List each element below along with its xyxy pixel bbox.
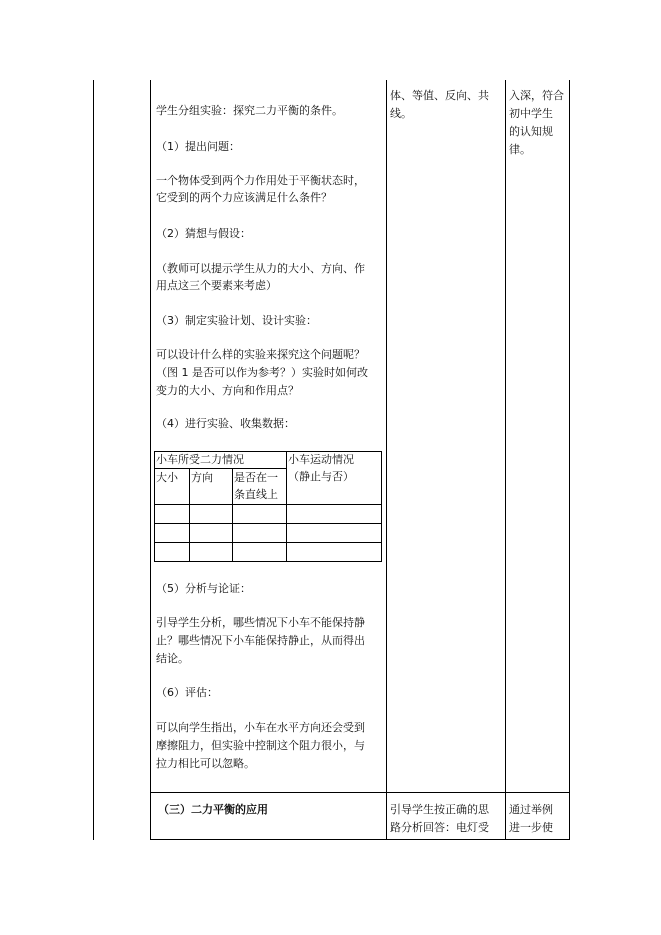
header-motion-line1: 小车运动情况 xyxy=(288,453,354,466)
step4-title: （4）进行实验、收集数据： xyxy=(156,417,295,430)
step5-text-line1: 引导学生分析，哪些情况下小车不能保持静 xyxy=(156,616,365,629)
col3-top-line1: 体、等值、反向、共 xyxy=(390,89,489,102)
inner-table-col-3 xyxy=(286,451,287,561)
step2-title: （2）猜想与假设： xyxy=(156,227,251,240)
col4-top-line1: 入深，符合 xyxy=(509,89,564,102)
inner-table-col-2 xyxy=(232,468,233,561)
table-column-divider-1 xyxy=(150,80,151,840)
table-column-divider-3 xyxy=(505,80,506,840)
step6-text-line3: 拉力相比可以忽略。 xyxy=(156,757,255,770)
table-column-divider-2 xyxy=(386,80,387,840)
step5-text-line2: 止？哪些情况下小车能保持静止，从而得出 xyxy=(156,634,365,647)
step6-title: （6）评估： xyxy=(156,686,218,699)
col3-bottom-line1: 引导学生按正确的思 xyxy=(390,803,489,816)
col4-top-line3: 的认知规 xyxy=(509,125,553,138)
col4-top-line2: 初中学生 xyxy=(509,107,553,120)
col4-bottom-line1: 通过举例 xyxy=(509,803,553,816)
col4-bottom-line2: 进一步使 xyxy=(509,821,553,834)
row-divider xyxy=(150,792,570,793)
step3-text-line3: 变力的大小、方向和作用点？ xyxy=(156,384,299,397)
header-motion-line2: （静止与否） xyxy=(288,470,354,483)
intro-text: 学生分组实验：探究二力平衡的条件。 xyxy=(156,104,343,117)
step1-title: （1）提出问题： xyxy=(156,140,240,153)
col3-bottom-line2: 路分析回答：电灯受 xyxy=(390,821,489,834)
table-bottom-border xyxy=(150,839,570,840)
inner-table-bottom xyxy=(154,561,382,562)
step5-text-line3: 结论。 xyxy=(156,652,189,665)
table-left-border xyxy=(93,80,94,840)
step1-text-line2: 它受到的两个力应该满足什么条件？ xyxy=(156,191,332,204)
step3-text-line1: 可以设计什么样的实验来探究这个问题呢？ xyxy=(156,348,365,361)
header-forces: 小车所受二力情况 xyxy=(156,453,244,466)
step3-title: （3）制定实验计划、设计实验： xyxy=(156,314,317,327)
inner-table-right xyxy=(381,451,382,561)
header-size: 大小 xyxy=(156,471,178,484)
step2-text-line2: 用点这三个要素来考虑） xyxy=(156,279,277,292)
table-right-border xyxy=(569,80,570,840)
step6-text-line1: 可以向学生指出，小车在水平方向还会受到 xyxy=(156,721,365,734)
inner-table-left xyxy=(154,451,155,561)
section3-title: （三）二力平衡的应用 xyxy=(158,803,268,816)
inner-table-col-1 xyxy=(189,468,190,561)
step6-text-line2: 摩擦阻力，但实验中控制这个阻力很小，与 xyxy=(156,739,365,752)
step1-text-line1: 一个物体受到两个力作用处于平衡状态时， xyxy=(156,174,365,187)
header-same-line-1: 是否在一 xyxy=(234,471,278,484)
col4-top-line4: 律。 xyxy=(509,143,531,156)
header-same-line-2: 条直线上 xyxy=(234,488,278,501)
step3-text-line2: （图 1 是否可以作为参考？）实验时如何改 xyxy=(156,366,368,379)
col3-top-line2: 线。 xyxy=(390,107,412,120)
step2-text-line1: （教师可以提示学生从力的大小、方向、作 xyxy=(156,262,365,275)
header-direction: 方向 xyxy=(191,471,213,484)
step5-title: （5）分析与论证： xyxy=(156,582,251,595)
